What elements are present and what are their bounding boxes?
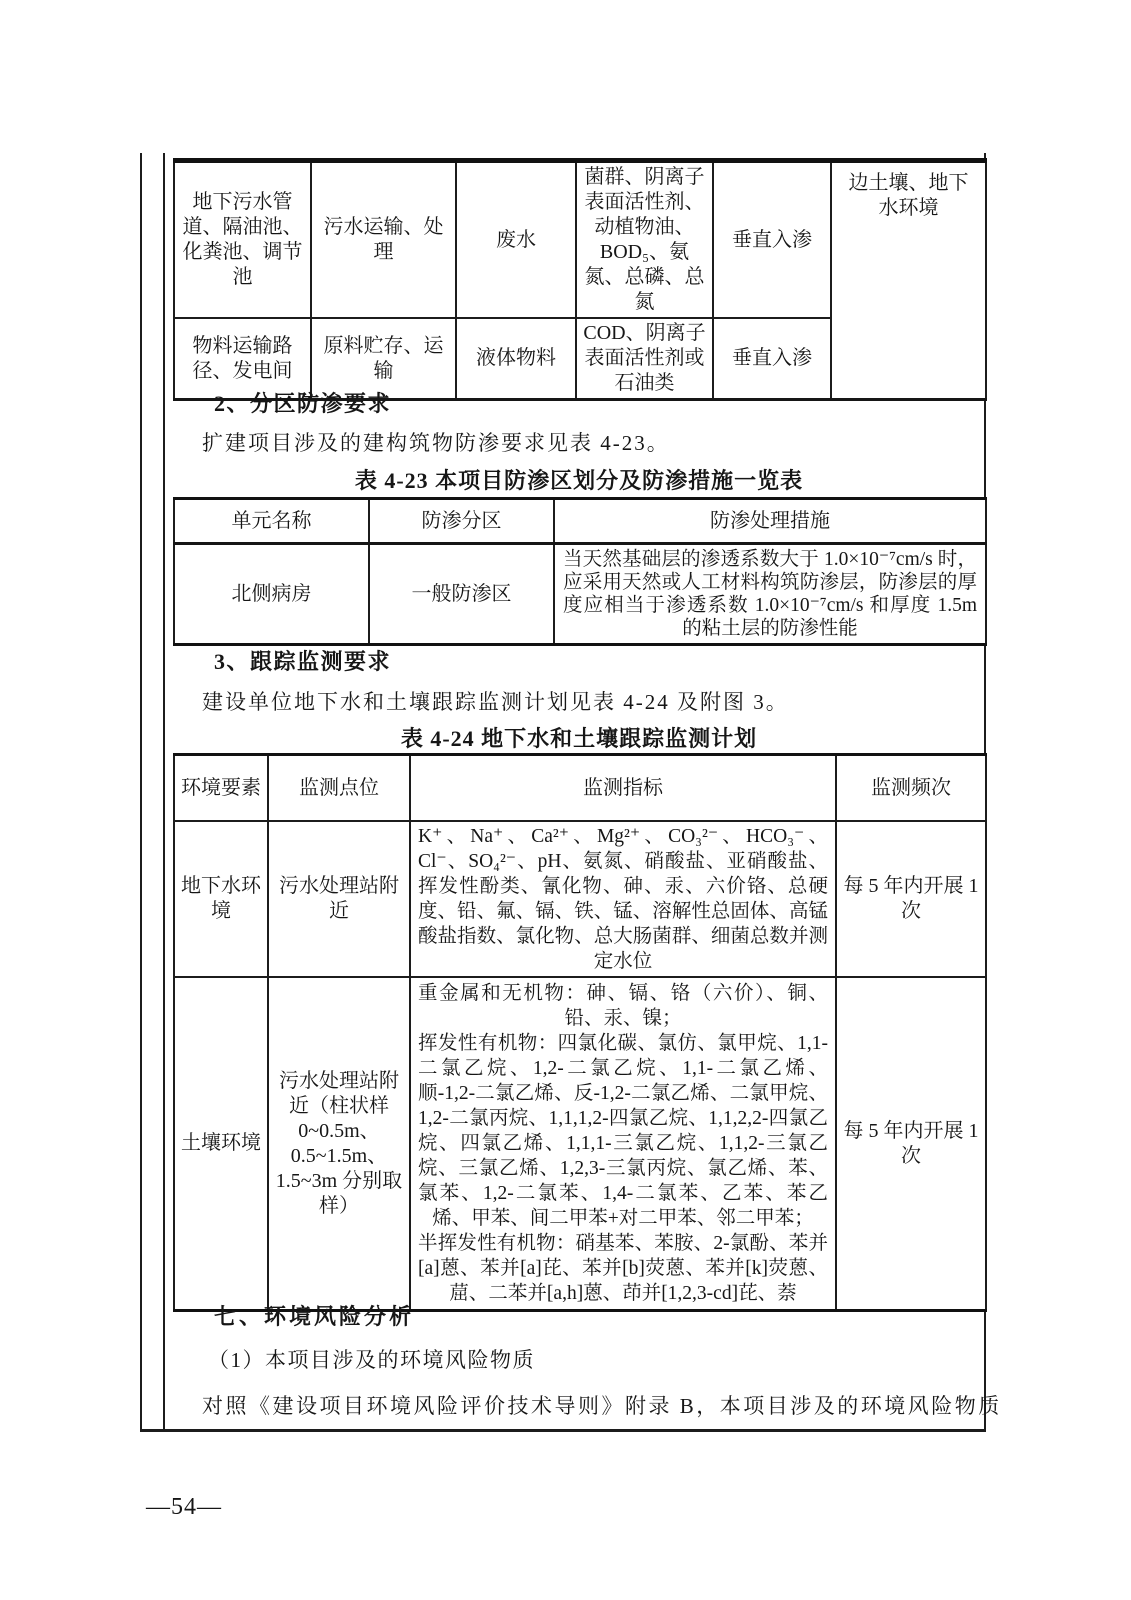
header-measure: 防渗处理措施 — [554, 499, 986, 544]
section2-heading: 2、分区防渗要求 — [214, 391, 392, 416]
frequency-cell: 每 5 年内开展 1 次 — [836, 977, 986, 1311]
frame-bottom-line — [140, 1429, 986, 1432]
measure-cell: 当天然基础层的渗透系数大于 1.0×10⁻⁷cm/s 时，应采用天然或人工材料构筑防渗层，防渗层的厚度应相当于渗透系数 1.0×10⁻⁷cm/s 和厚度 1.5m 的粘土层的防渗性能 — [554, 544, 986, 645]
table-row — [174, 544, 986, 645]
element-cell: 地下水环境 — [174, 821, 268, 977]
pollution-pathway-table — [173, 158, 987, 401]
header-frequency: 监测频次 — [836, 755, 986, 822]
header-unit: 单元名称 — [174, 499, 369, 544]
table-4-23-title: 表 4-23 本项目防渗区划分及防渗措施一览表 — [354, 468, 804, 493]
header-location: 监测点位 — [268, 755, 410, 822]
unit-cell: 物料运输路径、发电间 — [174, 318, 311, 400]
frequency-cell: 每 5 年内开展 1 次 — [836, 821, 986, 977]
monitoring-plan-table — [173, 753, 987, 1312]
process-cell: 原料贮存、运输 — [311, 318, 456, 400]
table-header-row — [174, 499, 986, 544]
unit-cell: 北侧病房 — [174, 544, 369, 645]
section2-paragraph: 扩建项目涉及的建构筑物防渗要求见表 4-23。 — [202, 431, 670, 455]
header-element: 环境要素 — [174, 755, 268, 822]
pollutants-cell: 菌群、阴离子表面活性剂、动植物油、BOD₅、氨氮、总磷、总氮 — [576, 161, 713, 319]
section7-paragraph: 对照《建设项目环境风险评价技术导则》附录 B，本项目涉及的环境风险物质 — [202, 1394, 1002, 1418]
table-header-row — [174, 755, 986, 822]
material-cell: 废水 — [456, 161, 576, 319]
section7-heading: 七、环境风险分析 — [214, 1304, 415, 1329]
heavy-metals-line: 重金属和无机物：砷、镉、铬（六价）、铜、铅、汞、镍； — [418, 983, 828, 1029]
table-row-soil — [174, 977, 986, 1311]
zone-cell: 一般防渗区 — [369, 544, 554, 645]
indicators-cell — [410, 977, 836, 1311]
table-row — [174, 161, 986, 319]
header-zone: 防渗分区 — [369, 499, 554, 544]
page-number: —54— — [146, 1494, 222, 1520]
section3-paragraph: 建设单位地下水和土壤跟踪监测计划见表 4-24 及附图 3。 — [202, 690, 789, 714]
table-4-24-title: 表 4-24 地下水和土壤跟踪监测计划 — [400, 726, 758, 751]
header-indicators: 监测指标 — [410, 755, 836, 822]
unit-cell: 地下污水管道、隔油池、化粪池、调节池 — [174, 161, 311, 319]
svoc-line: 半挥发性有机物：硝基苯、苯胺、2-氯酚、苯并[a]蒽、苯并[a]芘、苯并[b]荧蒽、苯并[k]荧蒽、䓛、二苯并[a,h]蒽、茚并[1,2,3-cd]芘、萘 — [418, 1233, 828, 1304]
material-cell: 液体物料 — [456, 318, 576, 400]
table-row-groundwater — [174, 821, 986, 977]
pathway-cell: 垂直入渗 — [713, 318, 831, 400]
location-cell: 污水处理站附近 — [268, 821, 410, 977]
process-cell: 污水运输、处理 — [311, 161, 456, 319]
location-cell: 污水处理站附近（柱状样 0~0.5m、0.5~1.5m、1.5~3m 分别取样） — [268, 977, 410, 1311]
indicators-cell: K⁺、Na⁺、Ca²⁺、Mg²⁺、CO₃²⁻、HCO₃⁻、Cl⁻、SO₄²⁻、pH、氨氮、硝酸盐、亚硝酸盐、挥发性酚类、氰化物、砷、汞、六价铬、总硬度、铅、氟、镉、铁、锰、溶解性总固体、高锰酸盐指数、氯化物、总大肠菌群、细菌总数并测定水位 — [410, 821, 836, 977]
pollutants-cell: COD、阴离子表面活性剂或石油类 — [576, 318, 713, 400]
frame-left-inner-line — [163, 153, 165, 1432]
element-cell: 土壤环境 — [174, 977, 268, 1311]
pathway-cell: 垂直入渗 — [713, 161, 831, 319]
section3-heading: 3、跟踪监测要求 — [214, 649, 392, 674]
section7-subheading: （1）本项目涉及的环境风险物质 — [208, 1348, 535, 1372]
frame-left-outer-line — [140, 153, 142, 1432]
seepage-zone-table — [173, 497, 987, 646]
receptor-cell: 边土壤、地下水环境 — [831, 161, 986, 400]
voc-line: 挥发性有机物：四氯化碳、氯仿、氯甲烷、1,1-二氯乙烷、1,2-二氯乙烷、1,1-二氯乙烯、顺-1,2-二氯乙烯、反-1,2-二氯乙烯、二氯甲烷、1,2-二氯丙烷、1,1,1,2-四氯乙烷、1,1,2,2-四氯乙烷、四氯乙烯、1,1,1-三氯乙烷、1,1,2-三氯乙烷、三氯乙烯、1,2,3-三氯丙烷、氯乙烯、苯、氯苯、1,2-二氯苯、1,4-二氯苯、乙苯、苯乙烯、甲苯、间二甲苯+对二甲苯、邻二甲苯； — [418, 1033, 828, 1229]
